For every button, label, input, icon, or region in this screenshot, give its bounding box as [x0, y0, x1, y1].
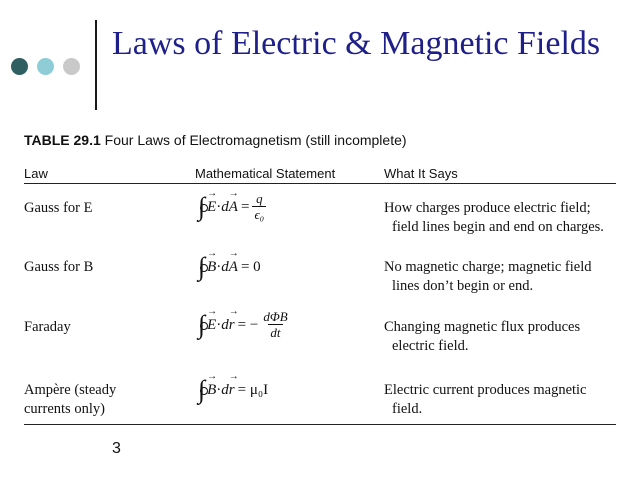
table-caption — [24, 132, 407, 148]
says-ampere: Electric current produces magnetic field. — [384, 382, 587, 417]
fraction: $\frac{q}{\text{ϵ₀}}$ — [254, 191, 265, 222]
header-law: Law — [24, 166, 48, 181]
dot-dark — [11, 58, 28, 75]
closed-integral-icon: ∫ — [198, 194, 205, 220]
closed-integral-icon: ∫ — [198, 312, 205, 338]
law-faraday: Faraday — [24, 319, 71, 335]
header-rule — [24, 183, 616, 184]
equation-faraday: ∫ → E · d → r = − $\frac{\text{dΦB}}{dt}$ — [198, 310, 290, 340]
closed-integral-icon: ∫ — [198, 377, 205, 403]
law-gauss-b: Gauss for B — [24, 259, 94, 275]
header-statement: Mathematical Statement — [195, 166, 336, 181]
table-bottom-rule — [24, 424, 616, 425]
law-gauss-e: Gauss for E — [24, 200, 93, 216]
equation-gauss-b: ∫ → B · d → A = 0 — [198, 254, 261, 280]
title-divider — [95, 20, 97, 110]
slide-title: Laws of Electric & Magnetic Fields — [112, 25, 601, 62]
page-number: 3 — [112, 440, 121, 457]
equation-ampere: ∫ → B · d → r = μ₀I — [198, 377, 268, 403]
table-caption-number: TABLE 29.1 — [24, 132, 101, 148]
dot-grey — [63, 58, 80, 75]
header-says: What It Says — [384, 166, 458, 181]
equation-gauss-e: ∫ → E · d → A = $\frac{q}{\text{ϵ₀}}$ — [198, 192, 266, 222]
dot-light-blue — [37, 58, 54, 75]
says-gauss-e: How charges produce electric field; field lines begin and end on charges. — [384, 200, 604, 235]
law-ampere: Ampère (steady currents only) — [24, 382, 117, 417]
decorative-dots — [11, 58, 80, 75]
fraction: $\frac{\text{dΦB}}{dt}$ — [263, 309, 288, 340]
table-caption-text: Four Laws of Electromagnetism (still incomplete) — [104, 132, 407, 148]
says-faraday: Changing magnetic flux produces electric field. — [384, 319, 581, 354]
says-gauss-b: No magnetic charge; magnetic field lines don’t begin or end. — [384, 259, 592, 294]
closed-integral-icon: ∫ — [198, 254, 205, 280]
